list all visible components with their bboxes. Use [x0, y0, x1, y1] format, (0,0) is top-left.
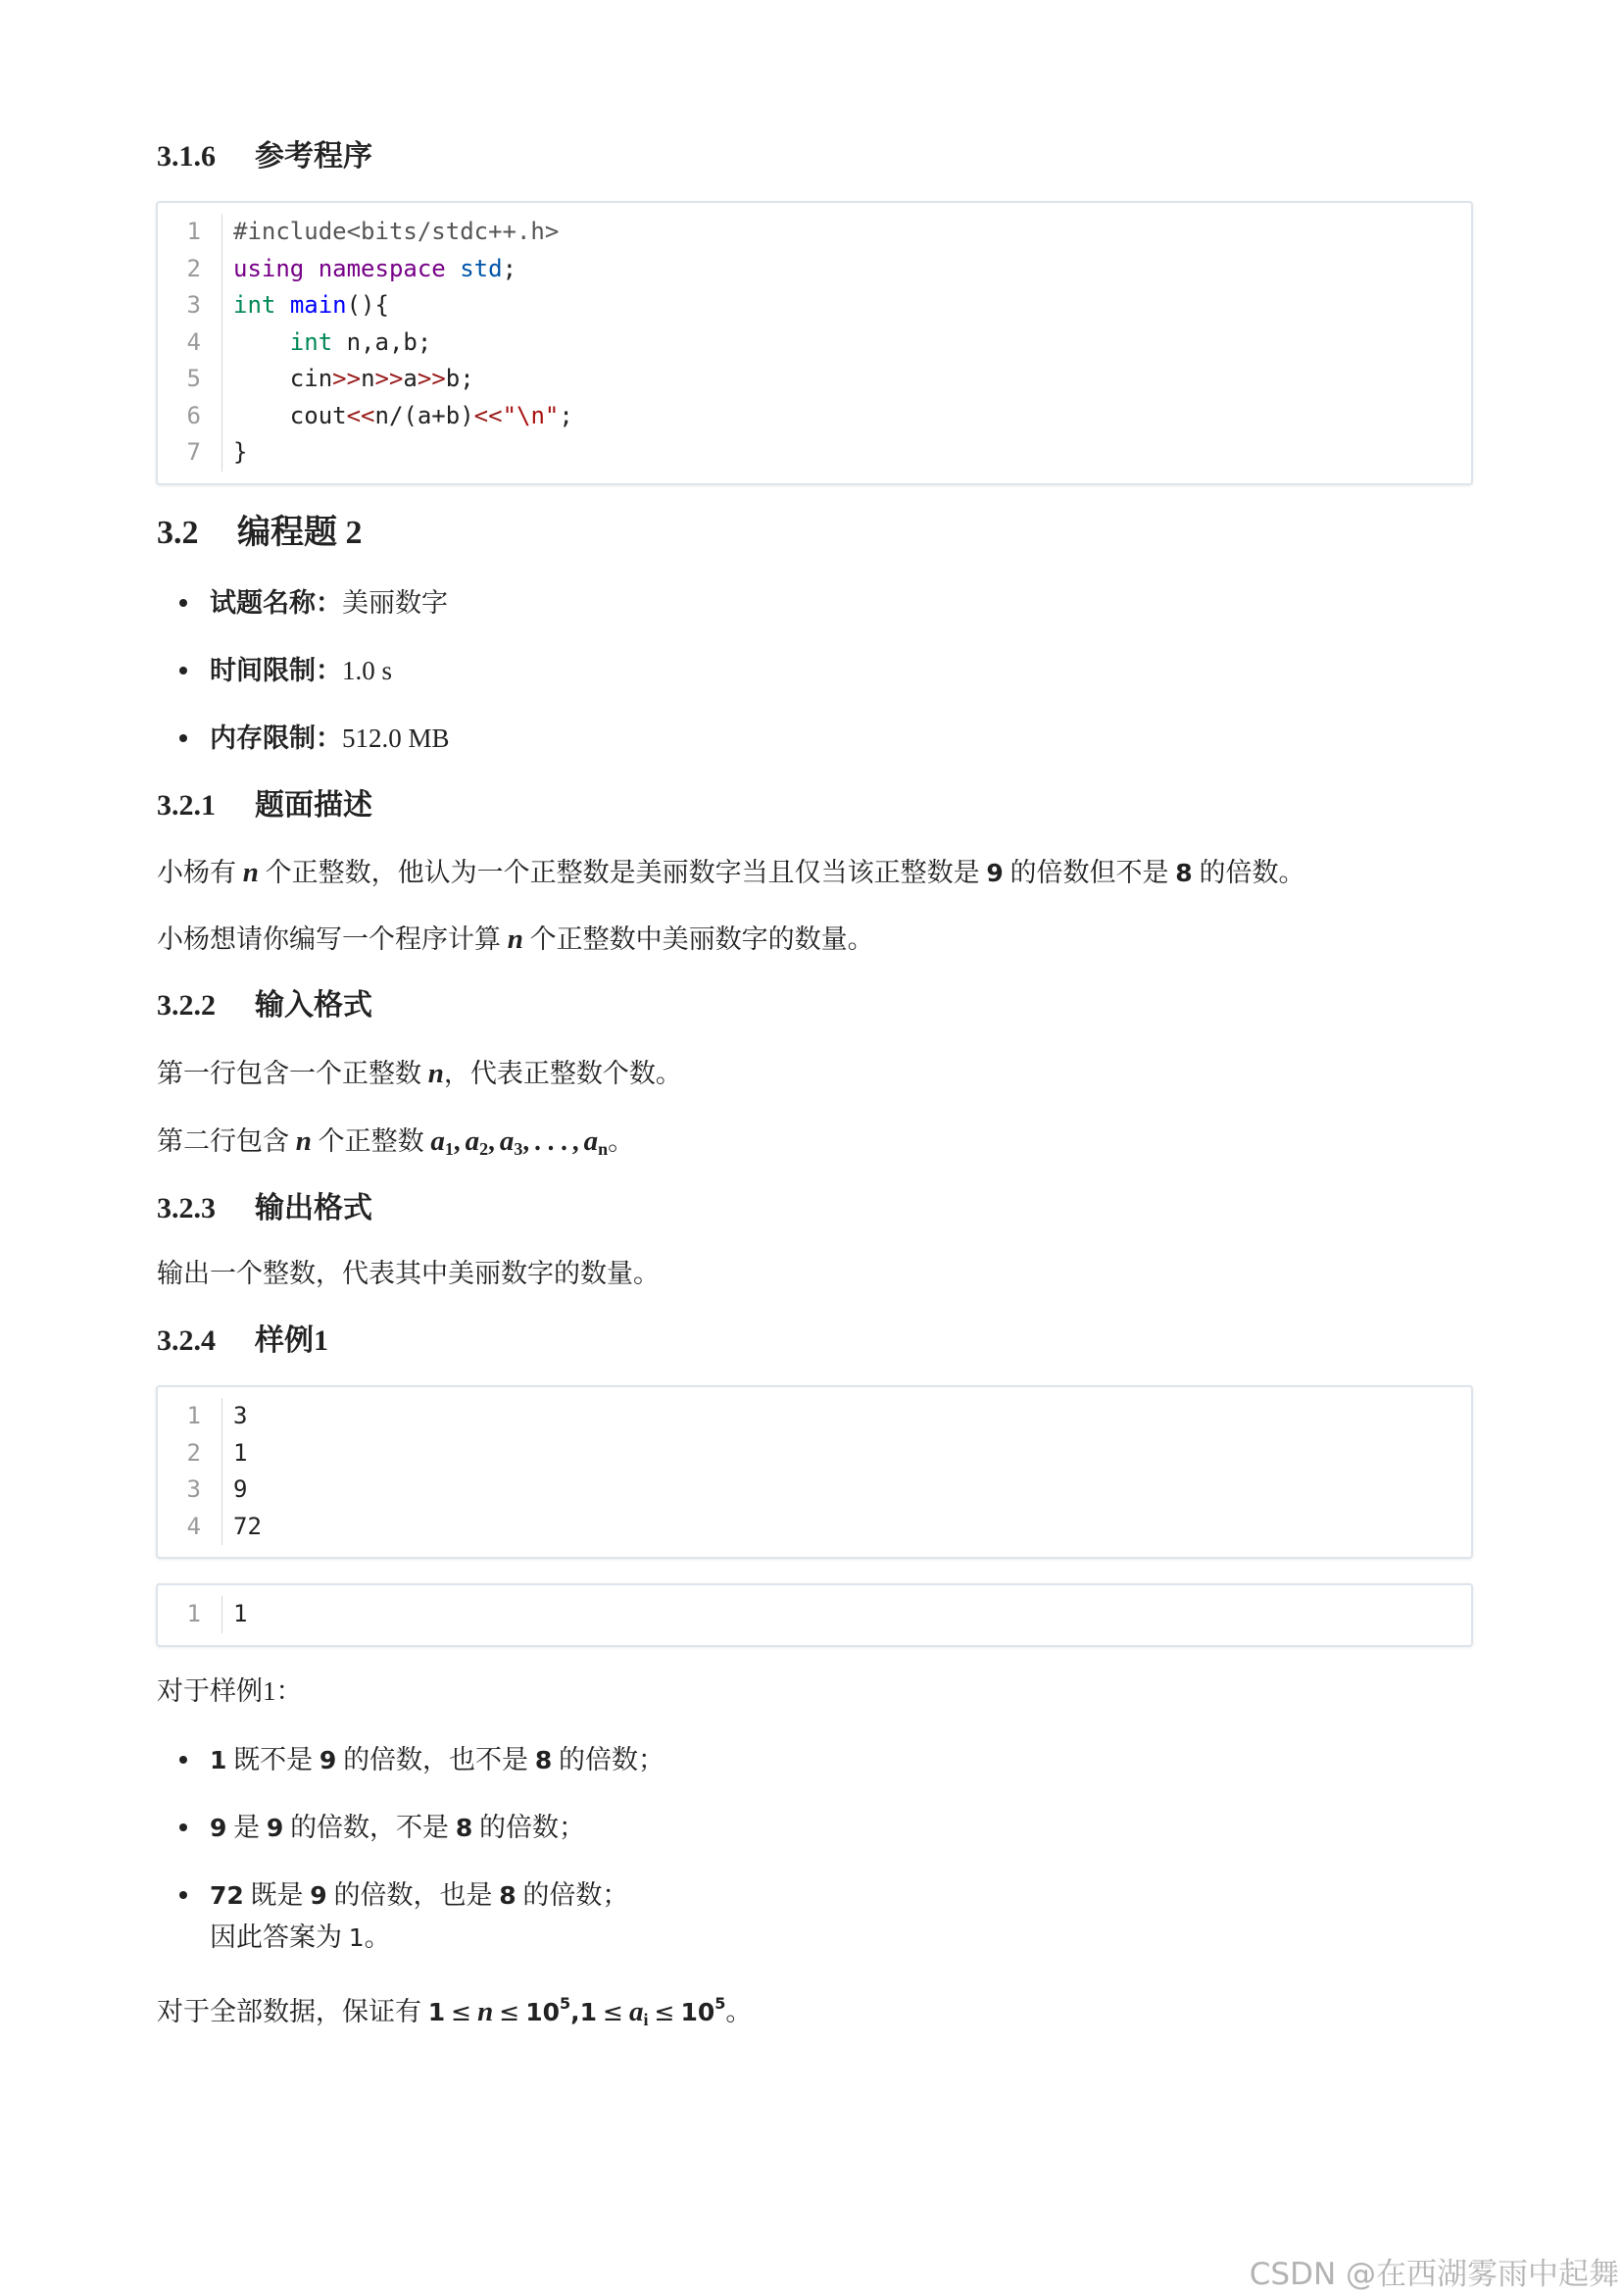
math-separator: , — [570, 1998, 580, 2026]
text: 是 — [226, 1813, 267, 1842]
line-number-gutter — [158, 1596, 201, 1633]
math-number: 8 — [455, 1814, 473, 1842]
math-subscript: n — [598, 1139, 609, 1159]
math-le: ≤ — [654, 1998, 675, 2026]
sample-explain-intro: 对于样例1： — [157, 1676, 303, 1706]
text: 的倍数，不是 — [283, 1813, 456, 1842]
line-number: 1 — [186, 218, 201, 245]
section-title: 编程题 2 — [237, 515, 363, 551]
code-line — [233, 324, 573, 362]
problem-name-item — [210, 583, 448, 623]
line-number: 4 — [186, 1512, 201, 1540]
code-line — [233, 398, 573, 435]
code-token-meta: #include<bits/stdc++.h> — [233, 218, 560, 245]
description-paragraph-1 — [157, 853, 1304, 893]
section-number: 3.2 — [157, 515, 199, 551]
text: 个正整数 — [311, 1126, 431, 1156]
heading-3-2-2 — [157, 986, 372, 1025]
code-line — [233, 251, 573, 288]
code-token-operator: << — [346, 401, 375, 429]
code-token-punct: (){ — [346, 291, 389, 319]
math-exponent: 5 — [560, 1994, 571, 2013]
code-token-operator: >> — [332, 365, 362, 392]
section-number: 3.1.6 — [157, 140, 216, 173]
math-var: n — [507, 923, 523, 955]
code-token-plain: n/(a+b) — [374, 401, 474, 429]
math-var: n — [477, 1996, 494, 2027]
code-token-plain: a — [403, 365, 418, 392]
text: 的倍数但不是 — [1003, 858, 1176, 887]
math-var: a — [430, 1125, 445, 1157]
section-title: 题面描述 — [255, 789, 372, 822]
code-line — [233, 287, 573, 324]
text: ，代表正整数个数。 — [443, 1059, 682, 1088]
code-token-space — [304, 255, 318, 282]
line-number: 7 — [186, 438, 201, 466]
code-line: 9 — [233, 1475, 248, 1503]
code-token-plain: b; — [445, 365, 474, 392]
sample-explain-item — [210, 1808, 585, 1848]
sample-explain-item — [210, 1740, 664, 1780]
line-number: 3 — [186, 1475, 201, 1503]
text: 第二行包含 — [157, 1126, 296, 1156]
math-var: n — [295, 1125, 312, 1157]
math-number: 1 — [348, 1923, 365, 1952]
info-value: 512.0 MB — [342, 724, 450, 753]
section-number: 3.2.3 — [157, 1192, 216, 1224]
code-token-plain: n — [361, 365, 375, 392]
text: 的倍数，也是 — [326, 1880, 500, 1910]
constraints-paragraph — [157, 1984, 752, 2039]
text: 的倍数； — [472, 1813, 585, 1842]
code-line: 72 — [233, 1512, 262, 1540]
code-line — [233, 434, 573, 472]
conclusion-line — [210, 1917, 628, 1959]
input-format-paragraph-2 — [157, 1122, 634, 1169]
code-token-space — [446, 255, 460, 282]
line-number: 2 — [186, 254, 201, 282]
text: 第一行包含一个正整数 — [157, 1059, 428, 1088]
math-number: 8 — [499, 1881, 516, 1910]
text: 既是 — [243, 1880, 311, 1910]
line-number: 3 — [186, 291, 201, 319]
math-subscript: 1 — [444, 1139, 454, 1159]
math-le: ≤ — [499, 1998, 520, 2026]
code-line: 3 — [233, 1402, 248, 1429]
heading-3-2 — [157, 512, 363, 555]
code-token-plain: n,a,b; — [332, 327, 432, 356]
text: 个正整数，他认为一个正整数是美丽数字当且仅当该正整数是 — [258, 858, 987, 887]
code-token-operator: >> — [417, 365, 446, 392]
math-subscript: 3 — [514, 1139, 523, 1159]
code-token-space — [275, 291, 289, 319]
code-token-punct: ; — [502, 254, 517, 282]
math-subscript: i — [643, 2010, 649, 2029]
code-lines — [221, 1398, 262, 1545]
code-token-type: int — [289, 327, 333, 356]
code-token-keyword: namespace — [318, 254, 446, 282]
explain-line — [210, 1874, 628, 1917]
text: 的倍数； — [516, 1880, 629, 1910]
math-subscript: 2 — [479, 1139, 489, 1159]
text: 小杨有 — [157, 858, 243, 887]
math-exponent: 5 — [714, 1994, 726, 2013]
text: 小杨想请你编写一个程序计算 — [157, 924, 508, 954]
math-number: 9 — [266, 1814, 284, 1842]
math-var: a — [583, 1125, 599, 1157]
info-label: 试题名称： — [210, 588, 342, 618]
time-limit-item — [210, 651, 392, 690]
math-number: 9 — [319, 1746, 337, 1774]
code-token-type: int — [233, 291, 276, 319]
text: 。 — [608, 1126, 635, 1156]
text: 个正整数中美丽数字的数量。 — [522, 924, 874, 954]
text: 的倍数； — [552, 1745, 664, 1774]
output-format-paragraph: 输出一个整数，代表其中美丽数字的数量。 — [157, 1259, 660, 1288]
math-number: 8 — [1175, 859, 1193, 887]
line-number-gutter — [158, 214, 201, 472]
code-token-plain: cin — [233, 365, 333, 392]
math-var: a — [629, 1996, 644, 2027]
description-paragraph-2 — [157, 920, 874, 959]
math-number: 1 — [427, 1998, 446, 2026]
line-number: 5 — [186, 365, 201, 392]
code-token-operator: >> — [374, 365, 404, 392]
math-var: a — [465, 1125, 480, 1157]
math-number: 9 — [986, 859, 1004, 887]
code-token-punct: ; — [559, 401, 573, 429]
code-token-function: main — [289, 291, 347, 319]
input-format-paragraph-1 — [157, 1054, 682, 1093]
code-line: 1 — [233, 1438, 248, 1467]
code-lines — [221, 1596, 247, 1633]
text: 的倍数。 — [1192, 858, 1305, 887]
math-number: 72 — [210, 1881, 244, 1910]
memory-limit-item — [210, 719, 450, 758]
text: 对于全部数据，保证有 — [157, 1997, 428, 2026]
code-token-punct: } — [233, 438, 248, 466]
section-number: 3.2.2 — [157, 989, 216, 1022]
code-token-string: "\n" — [502, 401, 560, 429]
line-number: 1 — [186, 1600, 201, 1627]
math-separator: , — [488, 1126, 495, 1156]
code-lines — [221, 214, 573, 472]
text: 的倍数，也不是 — [336, 1745, 535, 1774]
sample-input-code-block — [156, 1385, 1473, 1559]
math-ellipsis: . . . — [534, 1126, 567, 1156]
section-title: 参考程序 — [255, 140, 372, 173]
text: 既不是 — [226, 1745, 320, 1774]
code-token-namespace: std — [460, 254, 503, 282]
math-separator: , — [453, 1126, 461, 1156]
code-line — [233, 361, 573, 398]
heading-3-1-6 — [157, 137, 372, 176]
csdn-watermark: CSDN @在西湖雾雨中起舞 — [1249, 2257, 1619, 2292]
math-var: a — [499, 1125, 515, 1157]
info-value: 美丽数字 — [342, 588, 448, 618]
sample-explain-item — [210, 1874, 628, 1959]
text: 因此答案为 — [210, 1922, 349, 1952]
math-var: n — [427, 1058, 444, 1089]
reference-code-block — [156, 201, 1473, 485]
section-title: 样例1 — [255, 1324, 328, 1357]
math-number: 10 — [680, 1998, 715, 2026]
code-token-keyword: using — [233, 254, 305, 282]
math-le: ≤ — [603, 1998, 623, 2026]
text: 。 — [725, 1997, 753, 2026]
math-number: 9 — [210, 1814, 227, 1842]
code-token-indent — [233, 328, 290, 356]
line-number: 1 — [186, 1402, 201, 1429]
math-number: 1 — [210, 1746, 227, 1774]
code-line — [233, 214, 573, 251]
code-token-plain: cout — [233, 401, 347, 429]
line-number: 2 — [186, 1438, 201, 1467]
section-title: 输入格式 — [255, 989, 372, 1022]
section-number: 3.2.4 — [157, 1324, 216, 1357]
text: 。 — [364, 1922, 391, 1952]
info-label: 内存限制： — [210, 724, 342, 753]
info-label: 时间限制： — [210, 656, 342, 685]
math-separator: , — [522, 1126, 530, 1156]
line-number: 4 — [186, 327, 201, 356]
math-number: 10 — [525, 1998, 560, 2026]
section-title: 输出格式 — [255, 1192, 372, 1224]
heading-3-2-4 — [157, 1322, 328, 1361]
math-number: 8 — [534, 1746, 553, 1774]
math-number: 9 — [310, 1881, 327, 1910]
math-number: 1 — [579, 1998, 598, 2026]
line-number: 6 — [186, 401, 201, 429]
line-number-gutter — [158, 1398, 201, 1545]
sample-output-code-block — [156, 1583, 1473, 1647]
heading-3-2-3 — [157, 1189, 372, 1228]
math-separator: , — [571, 1126, 579, 1156]
math-le: ≤ — [451, 1998, 472, 2026]
math-var: n — [242, 857, 259, 888]
section-number: 3.2.1 — [157, 789, 216, 822]
heading-3-2-1 — [157, 786, 372, 825]
info-value: 1.0 s — [342, 656, 393, 685]
code-line: 1 — [233, 1600, 248, 1627]
code-token-operator: << — [473, 401, 503, 429]
